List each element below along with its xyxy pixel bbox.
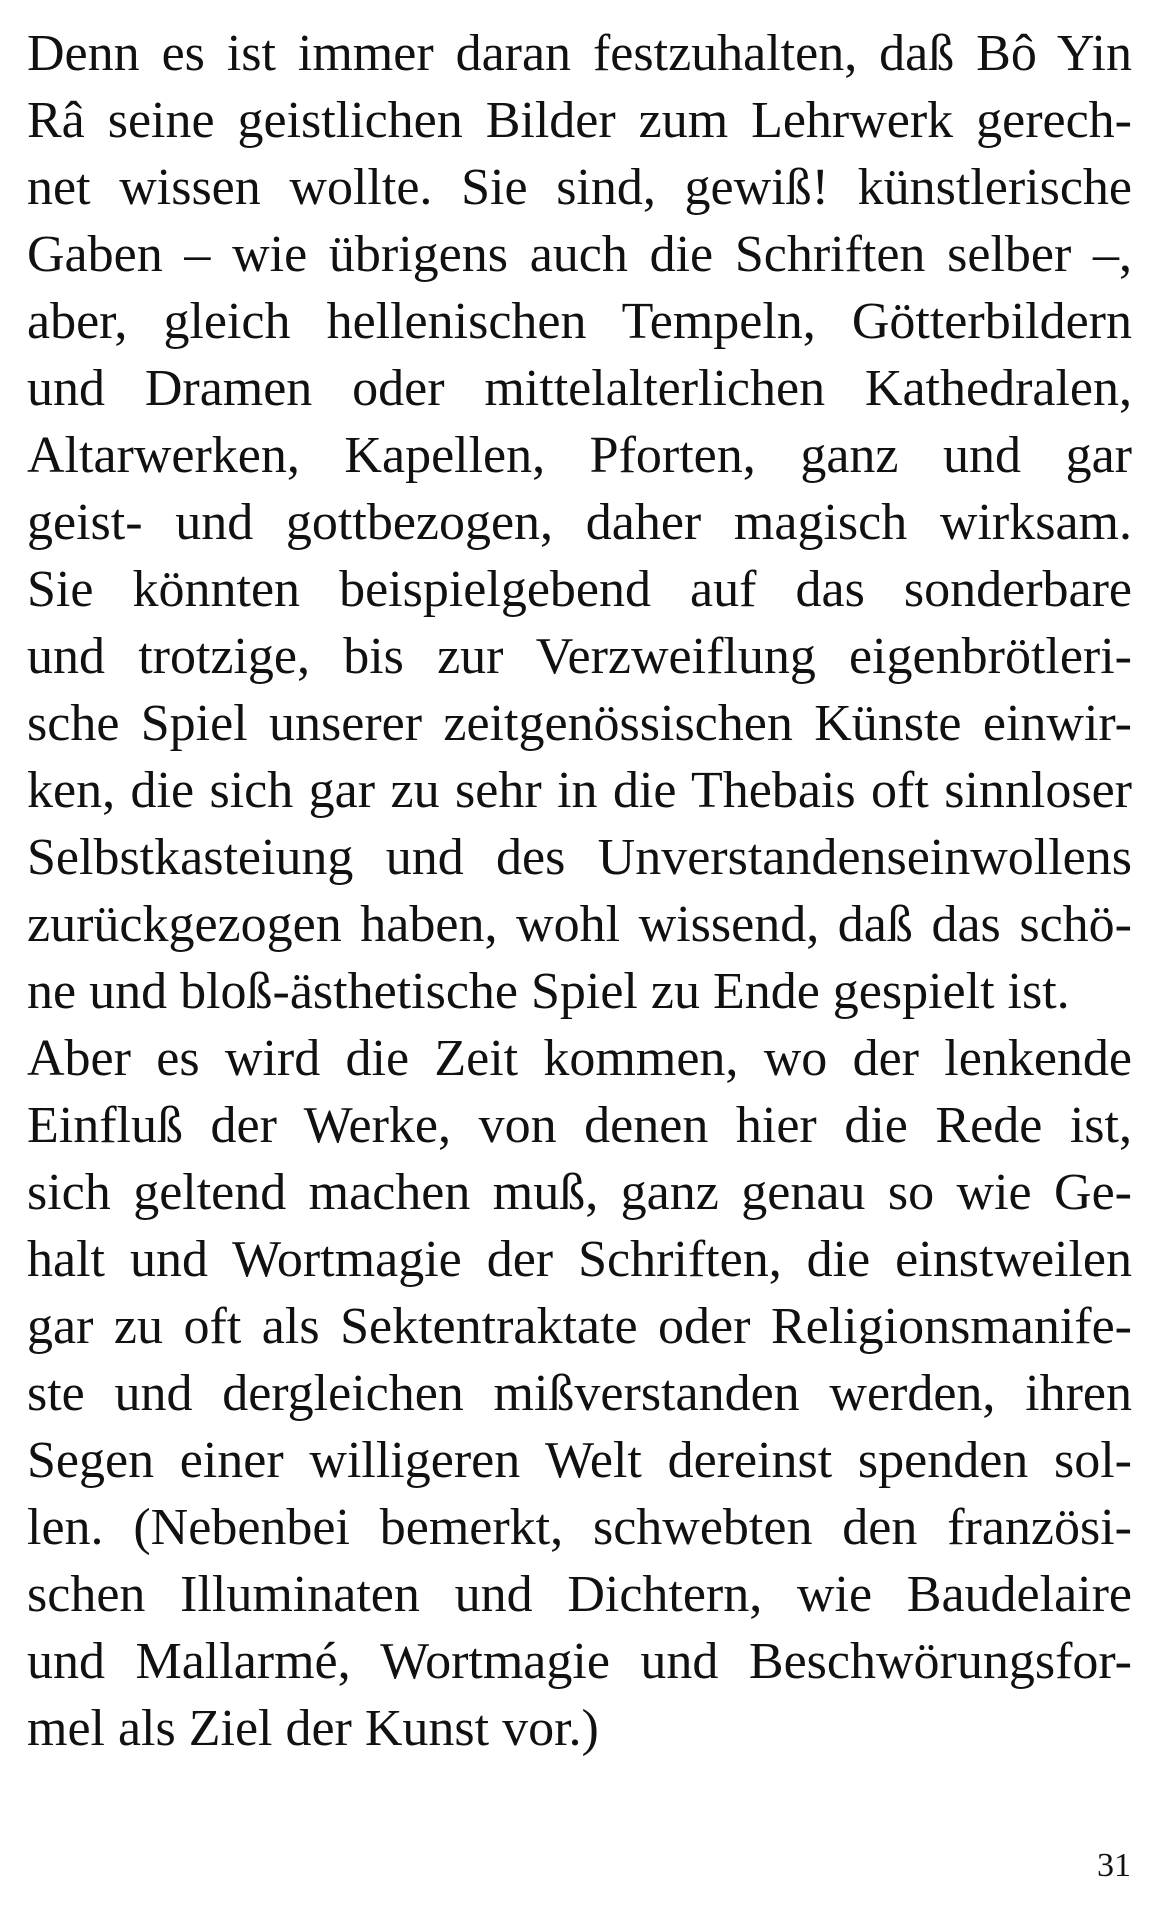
text-line: Denn es ist immer daran festzuhalten, daß Bô Yin: [27, 25, 1132, 82]
text-line: ste und dergleichen mißverstanden werden, ihren: [27, 1365, 1132, 1422]
text-line: Einfluß der Werke, von denen hier die Rede ist,: [27, 1097, 1132, 1154]
body-text: [27, 20, 1132, 1762]
text-line: Segen einer willigeren Welt dereinst spenden sol-: [27, 1432, 1132, 1489]
text-line: schen Illuminaten und Dichtern, wie Baudelaire: [27, 1566, 1132, 1623]
text-line: und Mallarmé, Wortmagie und Beschwörungsfor-: [27, 1633, 1132, 1690]
text-line: Gaben – wie übrigens auch die Schriften selber –,: [27, 226, 1132, 283]
text-line: Selbstkasteiung und des Unverstandenseinwollens: [27, 829, 1132, 886]
text-line: mel als Ziel der Kunst vor.): [27, 1700, 599, 1757]
text-line: halt und Wortmagie der Schriften, die einstweilen: [27, 1231, 1132, 1288]
text-line: sich geltend machen muß, ganz genau so wie Ge-: [27, 1164, 1132, 1221]
text-line: geist- und gottbezogen, daher magisch wirksam.: [27, 494, 1132, 551]
text-line: gar zu oft als Sektentraktate oder Religionsmanife-: [27, 1298, 1132, 1355]
text-line: Sie könnten beispielgebend auf das sonderbare: [27, 561, 1132, 618]
text-line: len. (Nebenbei bemerkt, schwebten den französi-: [27, 1499, 1132, 1556]
text-line: und Dramen oder mittelalterlichen Kathedralen,: [27, 360, 1132, 417]
text-line: und trotzige, bis zur Verzweiflung eigenbrötleri-: [27, 628, 1132, 685]
text-line: Altarwerken, Kapellen, Pforten, ganz und gar: [27, 427, 1132, 484]
text-line: Aber es wird die Zeit kommen, wo der lenkende: [27, 1030, 1132, 1087]
page-number: 31: [1097, 1847, 1131, 1884]
text-line: sche Spiel unserer zeitgenössischen Künste einwir-: [27, 695, 1132, 752]
text-line: ken, die sich gar zu sehr in die Thebais oft sinnloser: [27, 762, 1132, 819]
text-line: ne und bloß-ästhetische Spiel zu Ende gespielt ist.: [27, 963, 1070, 1020]
text-line: aber, gleich hellenischen Tempeln, Götterbildern: [27, 293, 1132, 350]
text-line: net wissen wollte. Sie sind, gewiß! künstlerische: [27, 159, 1132, 216]
text-line: zurückgezogen haben, wohl wissend, daß das schö-: [27, 896, 1132, 953]
text-line: Râ seine geistlichen Bilder zum Lehrwerk gerech-: [27, 92, 1132, 149]
